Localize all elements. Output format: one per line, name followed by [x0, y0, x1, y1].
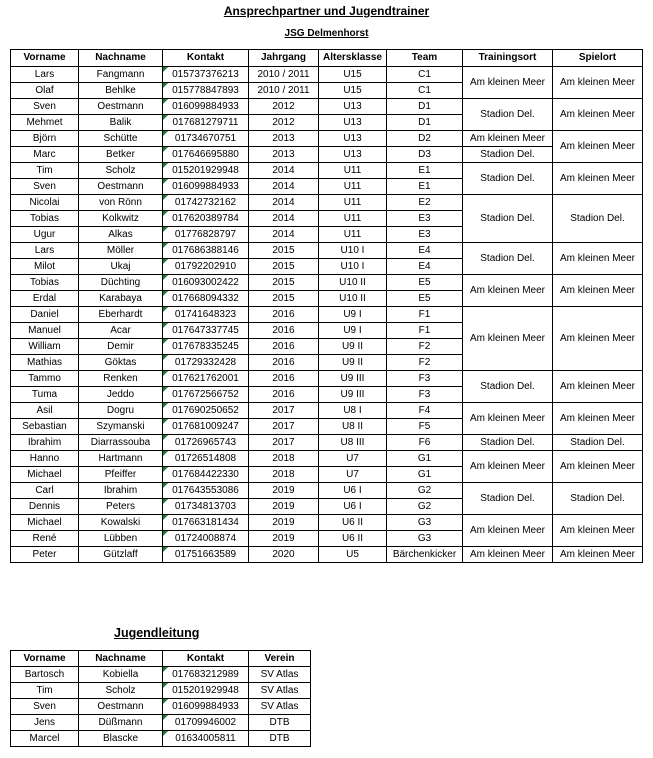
table-cell: U11 [319, 195, 387, 211]
table-cell: Kowalski [79, 515, 163, 531]
table-cell: von Rönn [79, 195, 163, 211]
table-cell: 2019 [249, 531, 319, 547]
table-cell: Dogru [79, 403, 163, 419]
section-title-jugendleitung: Jugendleitung [114, 626, 200, 640]
table-row [11, 547, 643, 563]
table-cell: 2016 [249, 387, 319, 403]
trainingsort-cell: Stadion Del. [463, 483, 553, 515]
table-cell: 2016 [249, 339, 319, 355]
table-cell: 2012 [249, 115, 319, 131]
trainingsort-cell: Am kleinen Meer [463, 515, 553, 547]
column-header: Spielort [553, 50, 643, 67]
table-row [11, 275, 643, 291]
trainingsort-cell: Am kleinen Meer [463, 307, 553, 371]
table-row [11, 163, 643, 179]
table-cell: G3 [387, 531, 463, 547]
table-cell: 01776828797 [163, 227, 249, 243]
table-cell: 01742732162 [163, 195, 249, 211]
table-cell: U8 III [319, 435, 387, 451]
spielort-cell: Am kleinen Meer [553, 67, 643, 99]
column-header: Team [387, 50, 463, 67]
table-cell: Gützlaff [79, 547, 163, 563]
table-cell: 2017 [249, 435, 319, 451]
table-cell: Karabaya [79, 291, 163, 307]
table-cell: 017620389784 [163, 211, 249, 227]
table-cell: U10 I [319, 243, 387, 259]
table-cell: 017646695880 [163, 147, 249, 163]
table-cell: Kolkwitz [79, 211, 163, 227]
table-cell: 01729332428 [163, 355, 249, 371]
table-cell: Bärchenkicker [387, 547, 463, 563]
table-cell: Sven [11, 179, 79, 195]
table-row [11, 403, 643, 419]
table-cell: Peters [79, 499, 163, 515]
column-header: Altersklasse [319, 50, 387, 67]
table-cell: 016099884933 [163, 699, 249, 715]
table-cell: E3 [387, 211, 463, 227]
table-cell: Lars [11, 243, 79, 259]
table-cell: 016099884933 [163, 179, 249, 195]
page-title: Ansprechpartner und Jugendtrainer [223, 4, 430, 18]
table-cell: 2014 [249, 179, 319, 195]
table-cell: 2014 [249, 195, 319, 211]
table-cell: Tobias [11, 211, 79, 227]
table-cell: Balik [79, 115, 163, 131]
spielort-cell: Stadion Del. [553, 435, 643, 451]
table-cell: U6 I [319, 483, 387, 499]
table-cell: Jeddo [79, 387, 163, 403]
table-cell: E3 [387, 227, 463, 243]
table-cell: U9 I [319, 323, 387, 339]
table-cell: U9 II [319, 355, 387, 371]
table-cell: F4 [387, 403, 463, 419]
table-cell: 015201929948 [163, 683, 249, 699]
table-cell: Pfeiffer [79, 467, 163, 483]
table-row [11, 483, 643, 499]
table-cell: 01734813703 [163, 499, 249, 515]
table-cell: U6 II [319, 515, 387, 531]
table-cell: U8 II [319, 419, 387, 435]
table-cell: 017681009247 [163, 419, 249, 435]
table-cell: Scholz [79, 163, 163, 179]
table-cell: 017686388146 [163, 243, 249, 259]
spielort-cell: Am kleinen Meer [553, 451, 643, 483]
jugendleitung-table [10, 650, 311, 747]
table-cell: 2020 [249, 547, 319, 563]
table-row [11, 515, 643, 531]
table-cell: 2010 / 2011 [249, 83, 319, 99]
table-cell: F1 [387, 307, 463, 323]
spielort-cell: Am kleinen Meer [553, 163, 643, 195]
table-cell: U6 II [319, 531, 387, 547]
table-cell: William [11, 339, 79, 355]
table-cell: Michael [11, 467, 79, 483]
table-cell: SV Atlas [249, 683, 311, 699]
spielort-cell: Am kleinen Meer [553, 371, 643, 403]
table-row [11, 667, 311, 683]
table-cell: U9 III [319, 387, 387, 403]
spielort-cell: Am kleinen Meer [553, 275, 643, 307]
table-cell: 017681279711 [163, 115, 249, 131]
table-cell: 017621762001 [163, 371, 249, 387]
spielort-cell: Am kleinen Meer [553, 131, 643, 163]
table-cell: 2016 [249, 355, 319, 371]
table-cell: 017683212989 [163, 667, 249, 683]
table-cell: 017643553086 [163, 483, 249, 499]
table-cell: Tim [11, 163, 79, 179]
table-cell: U11 [319, 211, 387, 227]
table-row [11, 147, 643, 163]
table-cell: 015737376213 [163, 67, 249, 83]
table-cell: Dennis [11, 499, 79, 515]
table-cell: Düßmann [79, 715, 163, 731]
table-row [11, 307, 643, 323]
table-cell: U7 [319, 451, 387, 467]
table-cell: 016099884933 [163, 99, 249, 115]
trainingsort-cell: Am kleinen Meer [463, 403, 553, 435]
table-row [11, 731, 311, 747]
table-cell: Mehmet [11, 115, 79, 131]
table-cell: Szymanski [79, 419, 163, 435]
table-cell: Oestmann [79, 99, 163, 115]
table-cell: D1 [387, 115, 463, 131]
table-cell: U5 [319, 547, 387, 563]
table-cell: 01634005811 [163, 731, 249, 747]
table-cell: 01734670751 [163, 131, 249, 147]
table-cell: F5 [387, 419, 463, 435]
table-cell: E1 [387, 163, 463, 179]
table-cell: 01792202910 [163, 259, 249, 275]
table-cell: 2014 [249, 211, 319, 227]
table-cell: SV Atlas [249, 667, 311, 683]
column-header: Jahrgang [249, 50, 319, 67]
table-cell: 017672566752 [163, 387, 249, 403]
table-cell: E5 [387, 275, 463, 291]
column-header: Trainingsort [463, 50, 553, 67]
table-cell: 017684422330 [163, 467, 249, 483]
table-cell: Tuma [11, 387, 79, 403]
table-cell: Carl [11, 483, 79, 499]
table-cell: Michael [11, 515, 79, 531]
table-row [11, 67, 643, 83]
table-cell: G2 [387, 499, 463, 515]
table-cell: Göktas [79, 355, 163, 371]
table-row [11, 435, 643, 451]
table-cell: Fangmann [79, 67, 163, 83]
table-cell: Oestmann [79, 179, 163, 195]
table-cell: Jens [11, 715, 79, 731]
table-cell: Tim [11, 683, 79, 699]
table-cell: U10 I [319, 259, 387, 275]
column-header: Kontakt [163, 50, 249, 67]
table-cell: Ukaj [79, 259, 163, 275]
spielort-cell: Am kleinen Meer [553, 547, 643, 563]
trainer-table [10, 49, 643, 563]
trainingsort-cell: Stadion Del. [463, 163, 553, 195]
table-cell: E4 [387, 243, 463, 259]
table-cell: U11 [319, 227, 387, 243]
table-cell: D3 [387, 147, 463, 163]
table-cell: Marcel [11, 731, 79, 747]
spielort-cell: Am kleinen Meer [553, 403, 643, 435]
table-cell: Schütte [79, 131, 163, 147]
table-row [11, 699, 311, 715]
table-cell: Alkas [79, 227, 163, 243]
table-cell: 2015 [249, 259, 319, 275]
table-cell: 2017 [249, 419, 319, 435]
table-cell: 015778847893 [163, 83, 249, 99]
table-cell: Mathias [11, 355, 79, 371]
table-cell: Acar [79, 323, 163, 339]
table-cell: 017663181434 [163, 515, 249, 531]
table-cell: Marc [11, 147, 79, 163]
table-cell: Scholz [79, 683, 163, 699]
table-cell: DTB [249, 715, 311, 731]
trainingsort-cell: Am kleinen Meer [463, 131, 553, 147]
table-cell: DTB [249, 731, 311, 747]
table-cell: Lars [11, 67, 79, 83]
table-cell: Milot [11, 259, 79, 275]
table-cell: F3 [387, 387, 463, 403]
table-cell: U13 [319, 131, 387, 147]
spielort-cell: Am kleinen Meer [553, 515, 643, 547]
table-cell: 2016 [249, 307, 319, 323]
table-cell: Eberhardt [79, 307, 163, 323]
trainingsort-cell: Am kleinen Meer [463, 275, 553, 307]
table-cell: 2012 [249, 99, 319, 115]
table-cell: Demir [79, 339, 163, 355]
table-cell: 2019 [249, 515, 319, 531]
table-cell: 015201929948 [163, 163, 249, 179]
table-cell: 2017 [249, 403, 319, 419]
table-cell: F3 [387, 371, 463, 387]
table-row [11, 131, 643, 147]
table-cell: Ugur [11, 227, 79, 243]
table-cell: Diarrassouba [79, 435, 163, 451]
table-cell: 01726514808 [163, 451, 249, 467]
table-cell: Hanno [11, 451, 79, 467]
table-cell: Betker [79, 147, 163, 163]
table-cell: U11 [319, 163, 387, 179]
spielort-cell: Am kleinen Meer [553, 307, 643, 371]
table-cell: G2 [387, 483, 463, 499]
table-cell: Sebastian [11, 419, 79, 435]
table-cell: U15 [319, 67, 387, 83]
table-cell: F2 [387, 339, 463, 355]
spielort-cell: Stadion Del. [553, 195, 643, 243]
table-cell: Lübben [79, 531, 163, 547]
table-cell: Daniel [11, 307, 79, 323]
table-cell: 017678335245 [163, 339, 249, 355]
trainingsort-cell: Stadion Del. [463, 99, 553, 131]
spielort-cell: Am kleinen Meer [553, 243, 643, 275]
table-cell: 2015 [249, 243, 319, 259]
table-cell: C1 [387, 67, 463, 83]
table-cell: Asil [11, 403, 79, 419]
column-header: Verein [249, 651, 311, 667]
trainingsort-cell: Stadion Del. [463, 195, 553, 243]
table-cell: Björn [11, 131, 79, 147]
table-cell: Möller [79, 243, 163, 259]
table-cell: Ibrahim [79, 483, 163, 499]
trainingsort-cell: Stadion Del. [463, 435, 553, 451]
table-cell: G3 [387, 515, 463, 531]
table-cell: 2018 [249, 467, 319, 483]
table-cell: 01751663589 [163, 547, 249, 563]
table-cell: Hartmann [79, 451, 163, 467]
table-cell: Blascke [79, 731, 163, 747]
column-header: Nachname [79, 50, 163, 67]
table-cell: Sven [11, 699, 79, 715]
trainingsort-cell: Stadion Del. [463, 371, 553, 403]
table-cell: 017668094332 [163, 291, 249, 307]
table-cell: U9 II [319, 339, 387, 355]
table-row [11, 715, 311, 731]
table-cell: U9 III [319, 371, 387, 387]
table-cell: D1 [387, 99, 463, 115]
trainingsort-cell: Stadion Del. [463, 147, 553, 163]
table-row [11, 195, 643, 211]
table-cell: SV Atlas [249, 699, 311, 715]
table-cell: 2019 [249, 483, 319, 499]
table-cell: 2010 / 2011 [249, 67, 319, 83]
column-header: Vorname [11, 651, 79, 667]
table-cell: F2 [387, 355, 463, 371]
spielort-cell: Stadion Del. [553, 483, 643, 515]
table-cell: 01724008874 [163, 531, 249, 547]
table-cell: 2013 [249, 131, 319, 147]
column-header: Nachname [79, 651, 163, 667]
table-cell: 2015 [249, 275, 319, 291]
spielort-cell: Am kleinen Meer [553, 99, 643, 131]
table-cell: 2014 [249, 227, 319, 243]
table-cell: E1 [387, 179, 463, 195]
table-row [11, 683, 311, 699]
table-cell: 2015 [249, 291, 319, 307]
table-cell: E4 [387, 259, 463, 275]
table-cell: Olaf [11, 83, 79, 99]
table-cell: U13 [319, 99, 387, 115]
table-cell: U10 II [319, 275, 387, 291]
table-cell: Peter [11, 547, 79, 563]
table-cell: U13 [319, 147, 387, 163]
table-cell: Renken [79, 371, 163, 387]
column-header: Vorname [11, 50, 79, 67]
table-row [11, 243, 643, 259]
table-cell: G1 [387, 451, 463, 467]
table-cell: G1 [387, 467, 463, 483]
table-cell: René [11, 531, 79, 547]
table-cell: U6 I [319, 499, 387, 515]
table-cell: Manuel [11, 323, 79, 339]
table-cell: F1 [387, 323, 463, 339]
trainingsort-cell: Stadion Del. [463, 243, 553, 275]
table-cell: U13 [319, 115, 387, 131]
table-cell: Bartosch [11, 667, 79, 683]
table-cell: Tammo [11, 371, 79, 387]
table-cell: F6 [387, 435, 463, 451]
table-cell: Sven [11, 99, 79, 115]
table-cell: Oestmann [79, 699, 163, 715]
table-cell: Erdal [11, 291, 79, 307]
table-cell: Ibrahim [11, 435, 79, 451]
table-row [11, 99, 643, 115]
table-cell: E2 [387, 195, 463, 211]
table-cell: C1 [387, 83, 463, 99]
table-cell: E5 [387, 291, 463, 307]
table-cell: Tobias [11, 275, 79, 291]
table-cell: 017647337745 [163, 323, 249, 339]
table-cell: Nicolai [11, 195, 79, 211]
table-cell: U15 [319, 83, 387, 99]
table-cell: 01741648323 [163, 307, 249, 323]
trainingsort-cell: Am kleinen Meer [463, 451, 553, 483]
table-row [11, 371, 643, 387]
table-cell: 01726965743 [163, 435, 249, 451]
table-cell: U9 I [319, 307, 387, 323]
table-row [11, 451, 643, 467]
table-cell: Behlke [79, 83, 163, 99]
table-cell: Kobiella [79, 667, 163, 683]
table-cell: 2014 [249, 163, 319, 179]
trainingsort-cell: Am kleinen Meer [463, 547, 553, 563]
table-cell: 2016 [249, 371, 319, 387]
table-cell: 017690250652 [163, 403, 249, 419]
table-cell: 2019 [249, 499, 319, 515]
column-header: Kontakt [163, 651, 249, 667]
page-subtitle: JSG Delmenhorst [284, 28, 369, 39]
table-cell: Düchting [79, 275, 163, 291]
trainingsort-cell: Am kleinen Meer [463, 67, 553, 99]
table-cell: 2018 [249, 451, 319, 467]
table-cell: 2013 [249, 147, 319, 163]
table-cell: U10 II [319, 291, 387, 307]
table-cell: 016093002422 [163, 275, 249, 291]
table-cell: D2 [387, 131, 463, 147]
table-cell: 2016 [249, 323, 319, 339]
table-cell: 01709946002 [163, 715, 249, 731]
table-cell: U7 [319, 467, 387, 483]
table-cell: U8 I [319, 403, 387, 419]
table-cell: U11 [319, 179, 387, 195]
